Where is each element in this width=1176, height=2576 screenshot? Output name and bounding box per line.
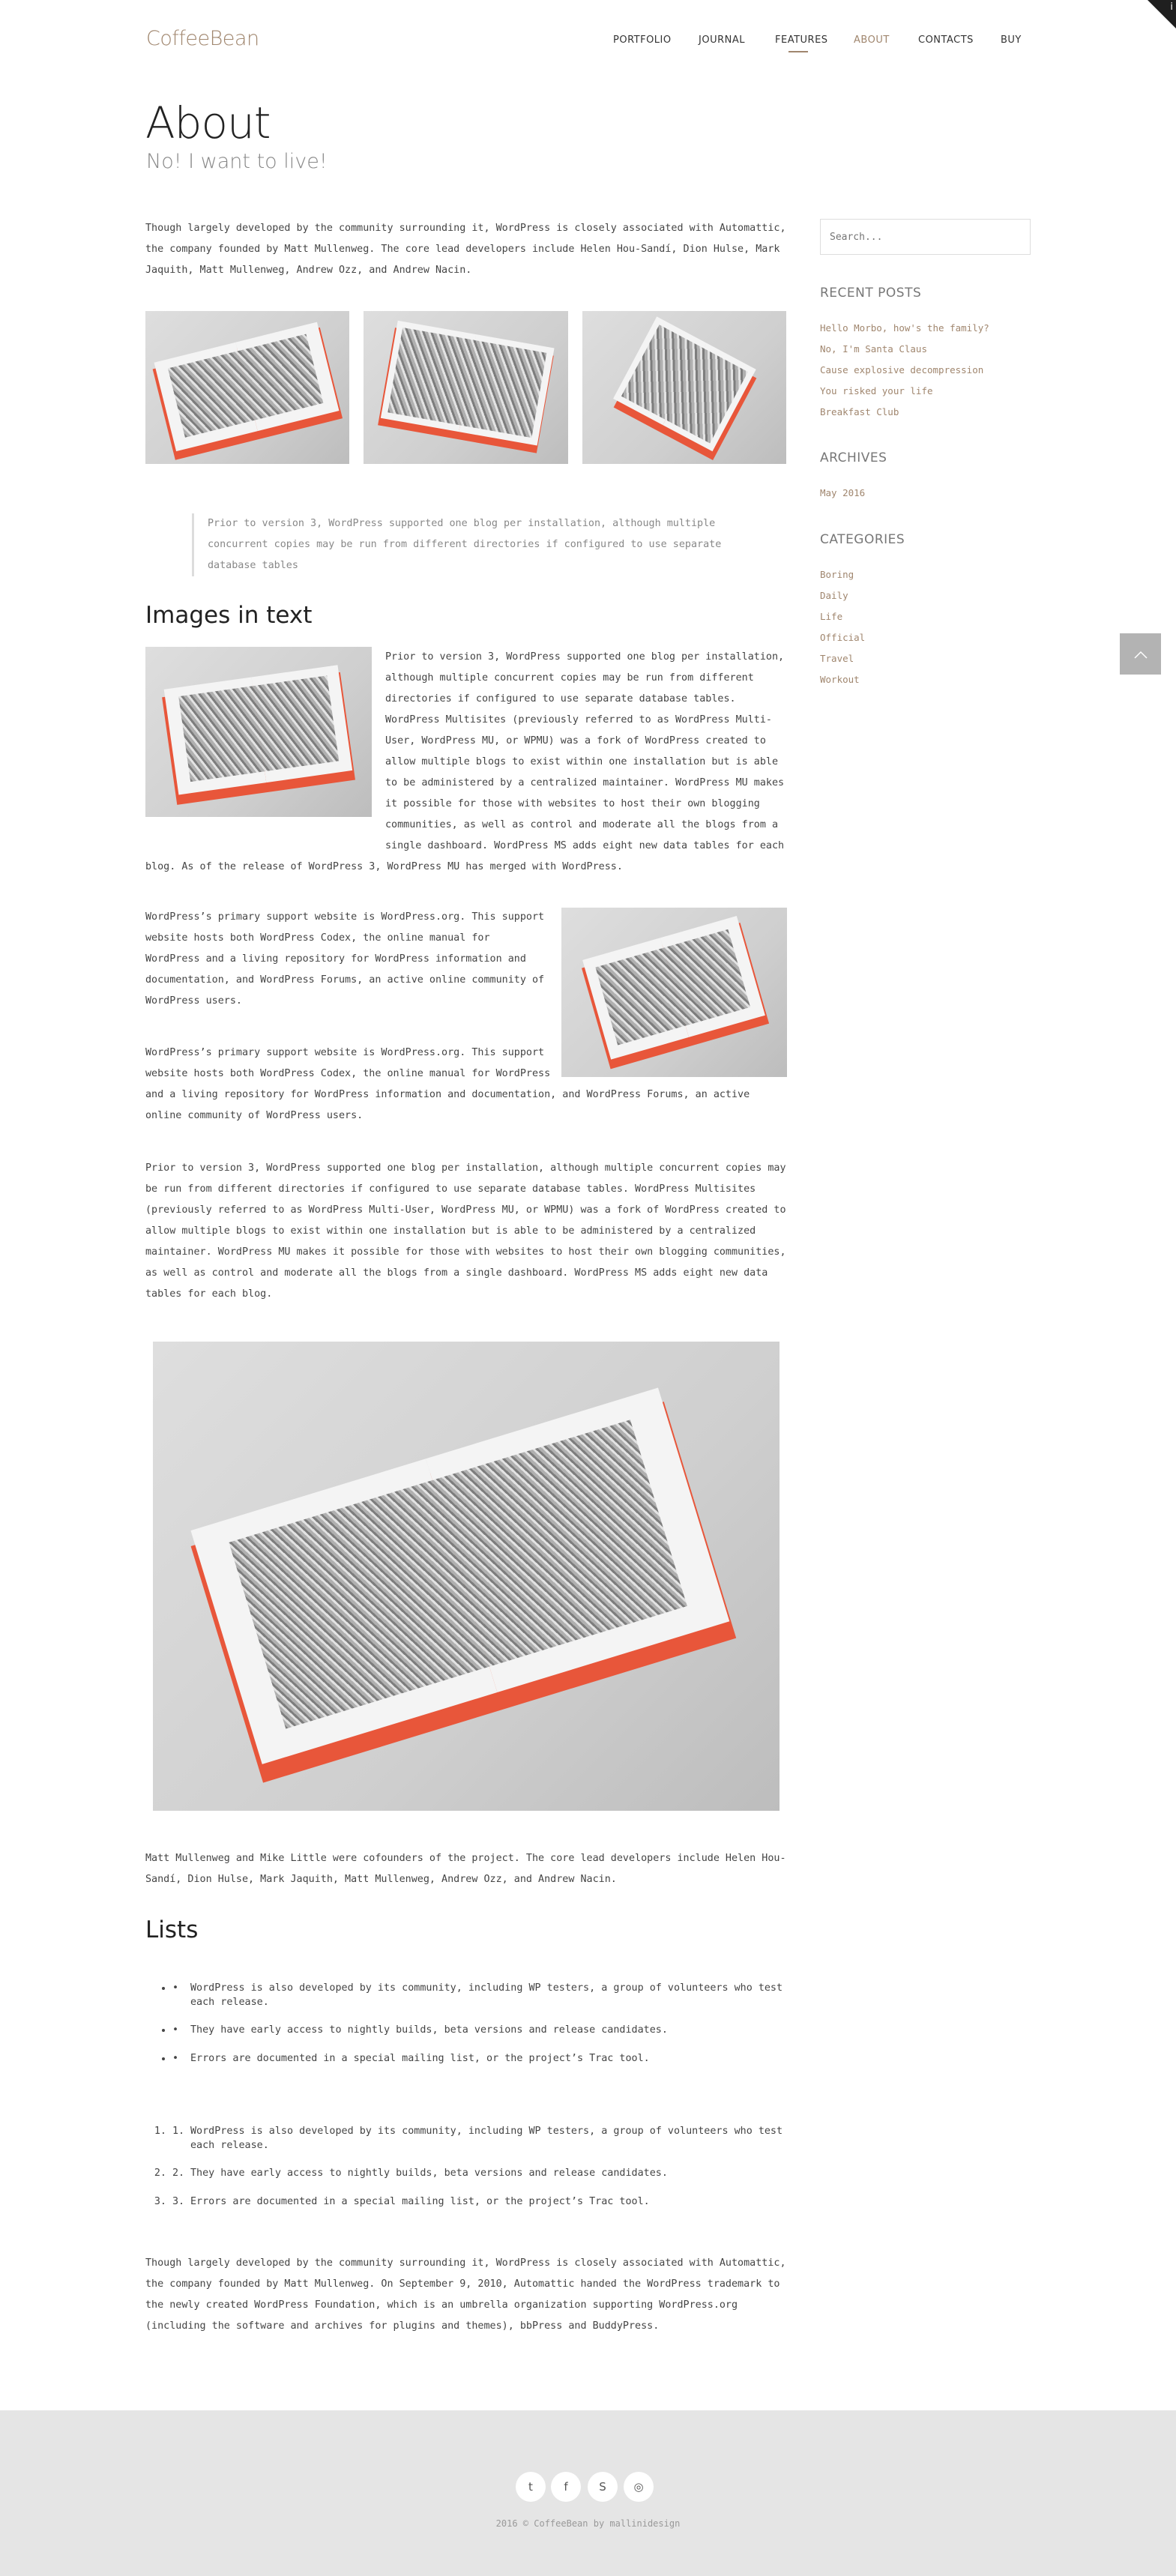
copyright: 2016 © CoffeeBean by mallinidesign <box>495 2518 681 2529</box>
info-icon[interactable]: i <box>1170 1 1173 13</box>
gallery-image-1[interactable] <box>145 311 349 464</box>
list-item: • • They have early access to nightly builds, beta versions and release candidates. <box>172 2023 787 2037</box>
nav-buy[interactable]: BUY <box>1001 34 1022 46</box>
images-paragraph-3: WordPress’s primary support website is WordPress.org. This support website hosts both WordPress Codex, the online manual for WordPress and a living repository for WordPress information and documentation, and WordPress Forums, an active online community of WordPress users. <box>145 1043 786 1126</box>
images-paragraph-4: Prior to version 3, WordPress supported one blog per installation, although multiple concurrent copies may be run from different directories if configured to use separate database tables. WordPress Multisites (previously referred to as WordPress Multi-User, WordPress MU, or WPMU) was a fork of WordPress created to allow multiple blogs to exist within one installation but is able to be administered by a centralized maintainer. WordPress MU makes it possible for those with websites to host their own blogging communities, as well as control and moderate all the blogs from a single dashboard. WordPress MS adds eight new data tables for each blog. <box>145 1162 786 1300</box>
nav-active-underline <box>788 51 808 52</box>
list-item: • • Errors are documented in a special mailing list, or the project’s Trac tool. <box>172 2051 787 2066</box>
category-link[interactable]: Boring <box>820 569 854 580</box>
nav-portfolio[interactable]: PORTFOLIO <box>613 34 672 46</box>
nav-features[interactable]: FEATURES <box>775 34 828 46</box>
recent-post-link[interactable]: Cause explosive decompression <box>820 364 984 375</box>
images-paragraph-2: WordPress’s primary support website is WordPress.org. This support website hosts both WordPress Codex, the online manual for WordPress and a living repository for WordPress information and documentation, and WordPress Forums, an active online community of WordPress users. <box>145 911 545 1007</box>
recent-posts-title: RECENT POSTS <box>820 286 922 301</box>
site-logo[interactable]: CoffeeBean <box>146 27 259 50</box>
page-subtitle: No! I want to live! <box>146 150 328 173</box>
archives-title: ARCHIVES <box>820 450 887 465</box>
images-paragraph-1: Prior to version 3, WordPress supported one blog per installation, although multiple concurrent copies may be run from different directories if configured to use separate database tables. WordPress Multisites (previously referred to as WordPress Multi-User, WordPress MU, or WPMU) was a fork of WordPress created to allow multiple blogs to exist within one installation but is able to be administered by a centralized maintainer. WordPress MU makes it possible for those with websites to host their own blogging communities, as well as control and moderate all the blogs from a single dashboard. WordPress MS adds eight new data tables for each blog. As of the release of WordPress 3, WordPress MU has merged with WordPress. <box>145 647 786 878</box>
category-link[interactable]: Workout <box>820 674 860 685</box>
category-link[interactable]: Daily <box>820 590 848 601</box>
skype-icon[interactable]: S <box>588 2472 618 2502</box>
archive-link[interactable]: May 2016 <box>820 487 866 498</box>
twitter-icon[interactable]: t <box>516 2472 546 2502</box>
category-link[interactable]: Official <box>820 632 866 643</box>
search-input[interactable] <box>821 220 1030 254</box>
list-item: • • WordPress is also developed by its community, including WP testers, a group of volunteers who test each release. <box>172 1981 787 2009</box>
categories-title: CATEGORIES <box>820 532 905 547</box>
instagram-icon[interactable]: ◎ <box>624 2472 654 2502</box>
recent-post-link[interactable]: No, I'm Santa Claus <box>820 343 927 355</box>
nav-journal[interactable]: JOURNAL <box>699 34 745 46</box>
scroll-to-top-button[interactable] <box>1120 633 1161 675</box>
blockquote: Prior to version 3, WordPress supported one blog per installation, although multiple concurrent copies may be run from different directories if configured to use separate database tables <box>192 513 732 576</box>
gallery-image-3[interactable] <box>582 311 786 464</box>
category-link[interactable]: Travel <box>820 653 854 664</box>
caption-paragraph: Matt Mullenweg and Mike Little were cofounders of the project. The core lead developers include Helen Hou-Sandí, Dion Hulse, Mark Jaquith, Matt Mullenweg, Andrew Ozz, and Andrew Nacin. <box>145 1853 786 1885</box>
list-item: 1. 1. WordPress is also developed by its community, including WP testers, a group of volunteers who test each release. <box>172 2124 787 2153</box>
footer <box>0 2410 1176 2576</box>
recent-post-link[interactable]: Breakfast Club <box>820 406 899 417</box>
section-heading-images: Images in text <box>145 602 313 629</box>
recent-post-link[interactable]: You risked your life <box>820 385 933 396</box>
section-heading-lists: Lists <box>145 1916 199 1943</box>
nav-contacts[interactable]: CONTACTS <box>918 34 974 46</box>
main-nav <box>0 34 1176 49</box>
gallery-image-2[interactable] <box>364 311 568 464</box>
closing-paragraph: Though largely developed by the community surrounding it, WordPress is closely associated with Automattic, the company founded by Matt Mullenweg. On September 9, 2010, Automattic handed the WordPress trademark to the newly created WordPress Foundation, which is an umbrella organization supporting WordPress.org (including the software and archives for plugins and themes), bbPress and BuddyPress. <box>145 2257 786 2332</box>
recent-post-link[interactable]: Hello Morbo, how's the family? <box>820 322 989 334</box>
facebook-icon[interactable]: f <box>551 2472 581 2502</box>
nav-about[interactable]: ABOUT <box>854 34 890 46</box>
list-item: 3. 3. Errors are documented in a special mailing list, or the project’s Trac tool. <box>172 2195 787 2209</box>
intro-paragraph: Though largely developed by the community surrounding it, WordPress is closely associated with Automattic, the company founded by Matt Mullenweg. The core lead developers include Helen Hou-Sandí, Dion Hulse, Mark Jaquith, Matt Mullenweg, Andrew Ozz, and Andrew Nacin. <box>145 223 786 276</box>
float-spacer-right <box>554 1043 786 1082</box>
chevron-up-icon <box>1133 651 1148 660</box>
page-title: About <box>145 97 271 148</box>
list-item: 2. 2. They have early access to nightly builds, beta versions and release candidates. <box>172 2166 787 2180</box>
float-spacer <box>145 647 385 849</box>
featured-image[interactable] <box>153 1342 780 1811</box>
category-link[interactable]: Life <box>820 611 843 622</box>
search-box <box>820 219 1031 255</box>
